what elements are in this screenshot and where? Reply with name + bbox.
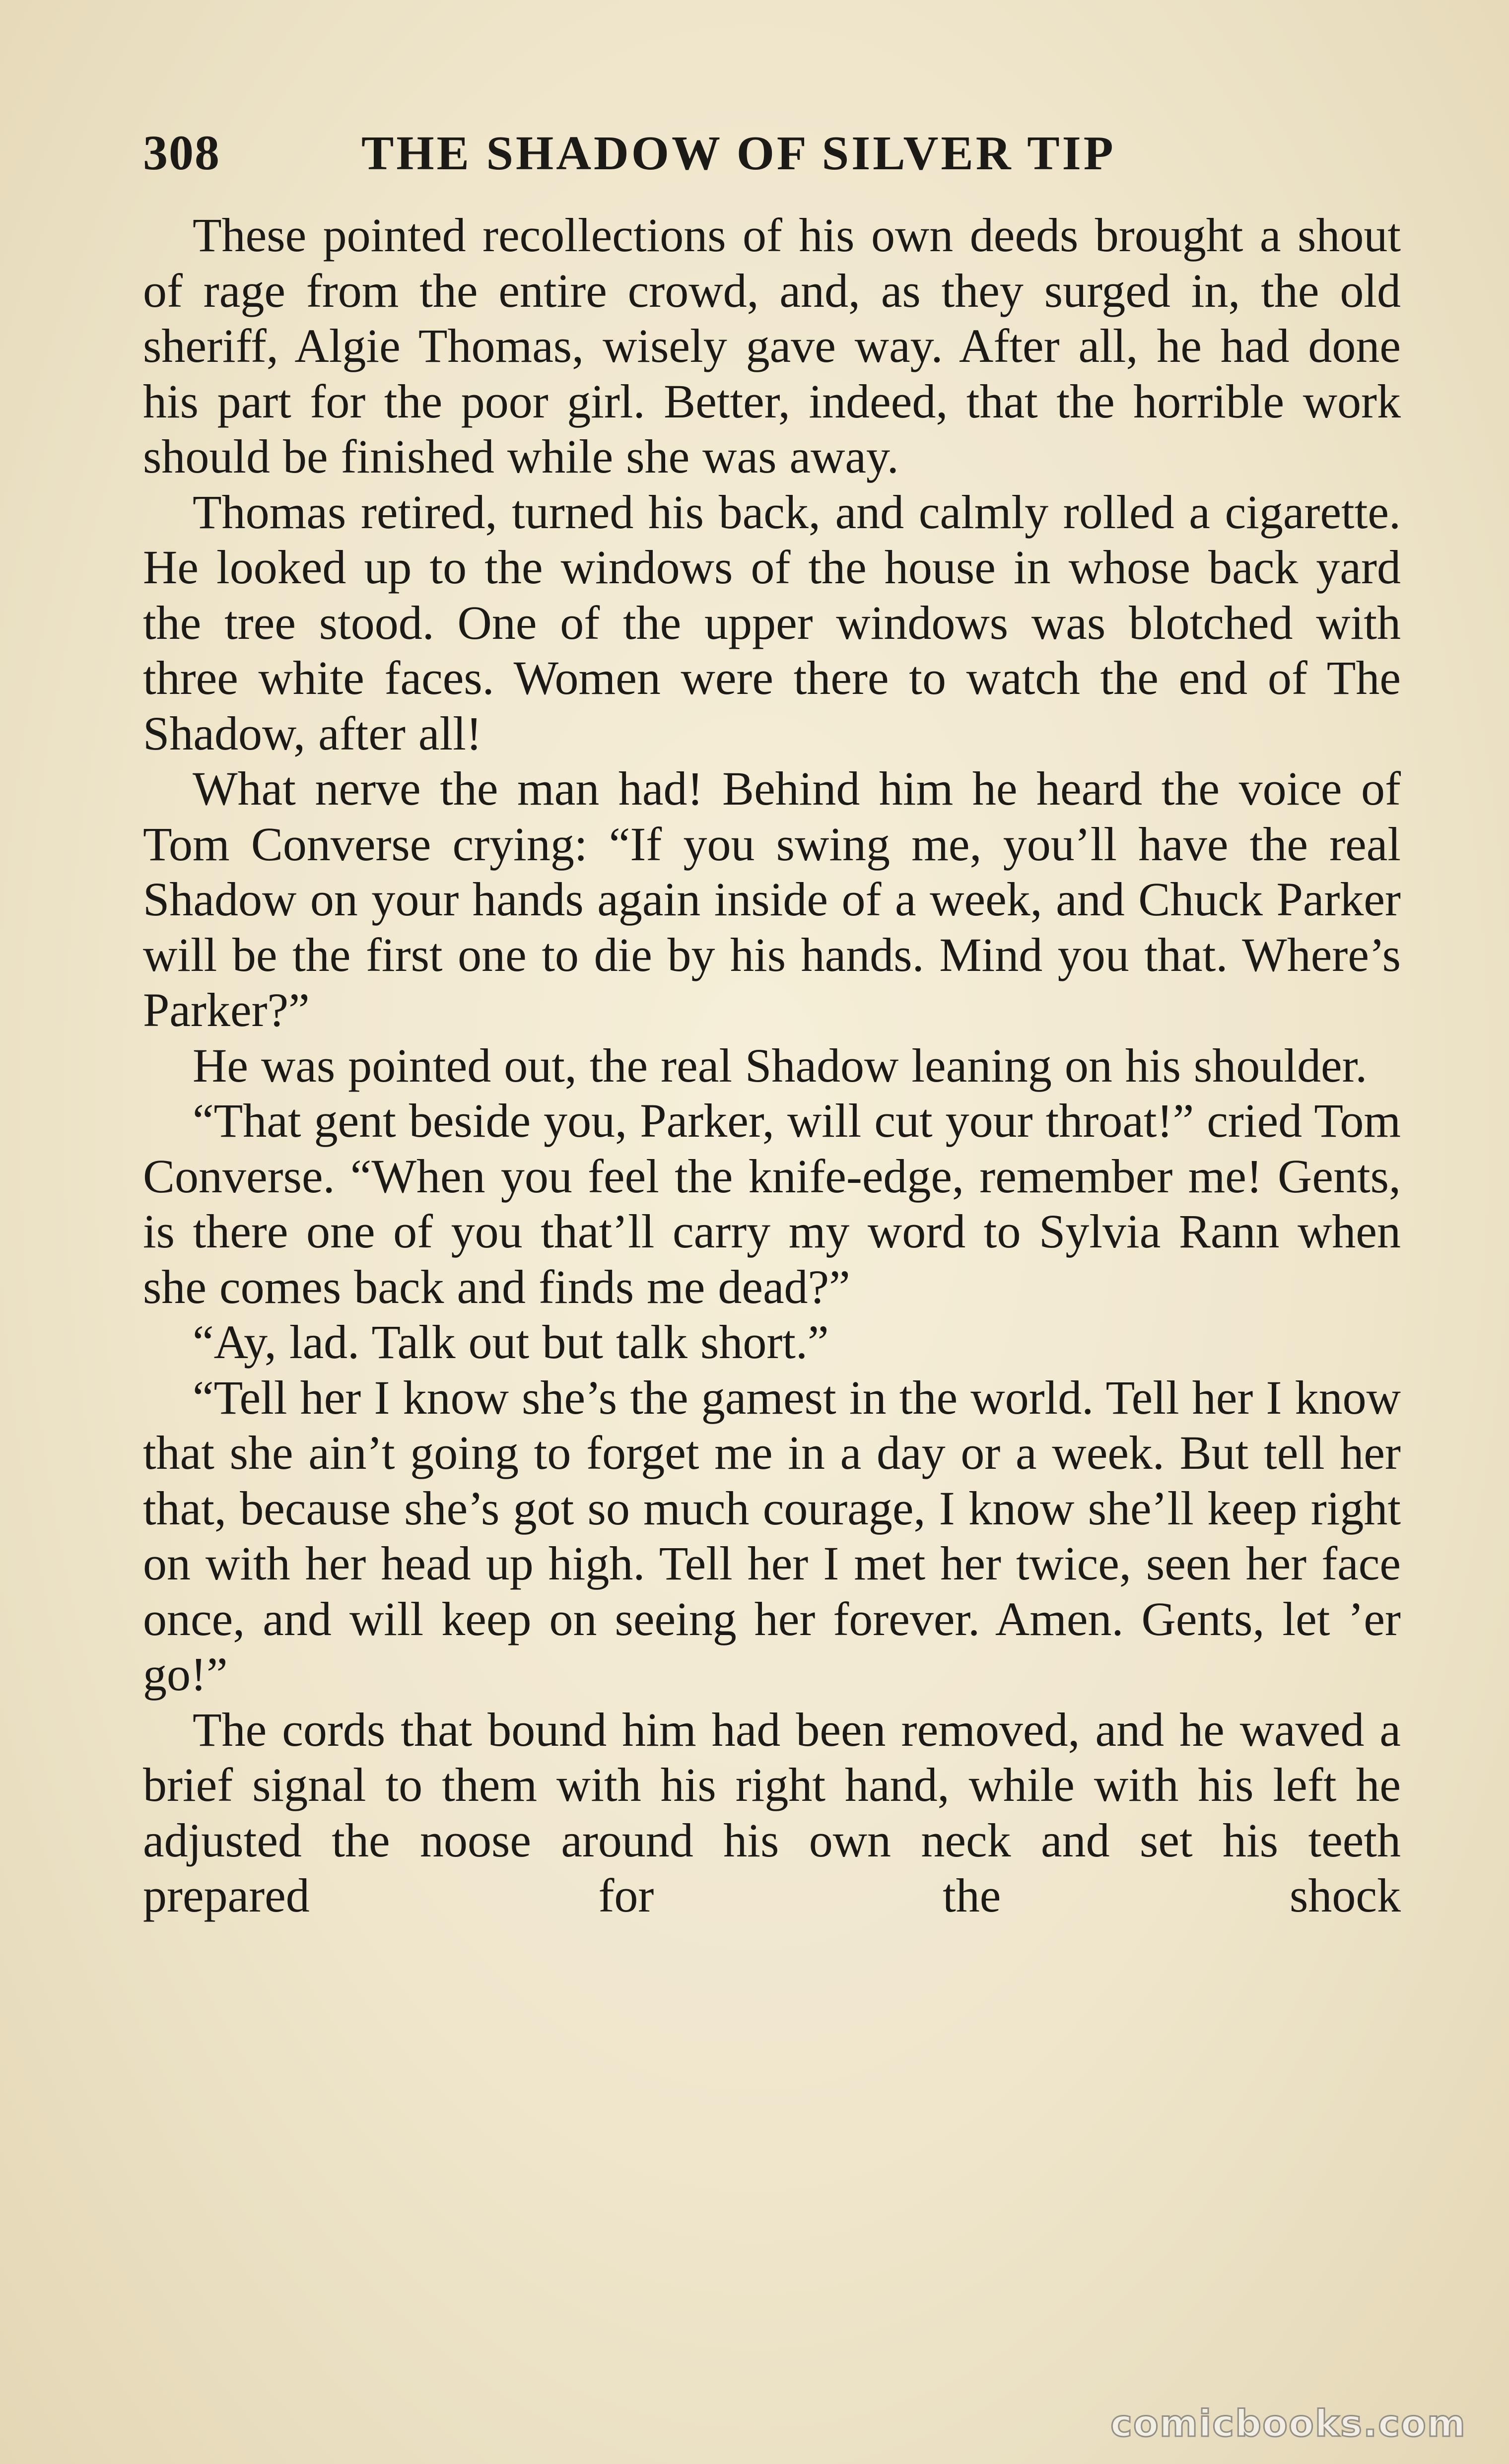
paragraph-4: He was pointed out, the real Shadow leaning on his shoulder.	[193, 1038, 1368, 1092]
watermark: comicbooks.com	[1110, 2402, 1466, 2445]
paragraph-8: The cords that bound him had been removed, and he waved a brief signal to them with his right hand, while with his left he adjusted the noose around his own neck and set his teeth prepared for the shock	[143, 1703, 1401, 1922]
paragraph-5: “That gent beside you, Parker, will cut your throat!” cried Tom Converse. “When you feel the knife-edge, remember me! Gents, is there one of you that’ll carry my word to Sylvia Rann when she comes back and finds me dead?”	[143, 1094, 1401, 1313]
paragraph-1: These pointed recollections of his own deeds brought a shout of rage from the entire crowd, and, as they surged in, the old sheriff, Algie Thomas, wisely gave way. After all, he had done his part for the poor girl. Better, indeed, that the horrible work should be finished while she was away.	[143, 208, 1401, 483]
page-header	[143, 124, 1401, 204]
paragraph-7: “Tell her I know she’s the gamest in the world. Tell her I know that she ain’t going to forget me in a day or a week. But tell her that, because she’s got so much courage, I know she’ll keep right on with her head up high. Tell her I met her twice, seen her face once, and will keep on seeing her forever. Amen. Gents, let ’er go!”	[143, 1370, 1401, 1701]
book-page	[143, 124, 1401, 2358]
running-head: THE SHADOW OF SILVER TIP	[361, 127, 1116, 180]
page-number: 308	[143, 125, 220, 180]
paragraph-2: Thomas retired, turned his back, and calmly rolled a cigarette. He looked up to the windows of the house in whose back yard the tree stood. One of the upper windows was blotched with three white faces. Women were there to watch the end of The Shadow, after all!	[143, 485, 1401, 760]
paragraph-3: What nerve the man had! Behind him he heard the voice of Tom Converse crying: “If you swing me, you’ll have the real Shadow on your hands again inside of a week, and Chuck Parker will be the first one to die by his hands. Mind you that. Where’s Parker?”	[143, 762, 1401, 1036]
paragraph-6: “Ay, lad. Talk out but talk short.”	[193, 1315, 829, 1369]
body-text	[143, 207, 1401, 1923]
